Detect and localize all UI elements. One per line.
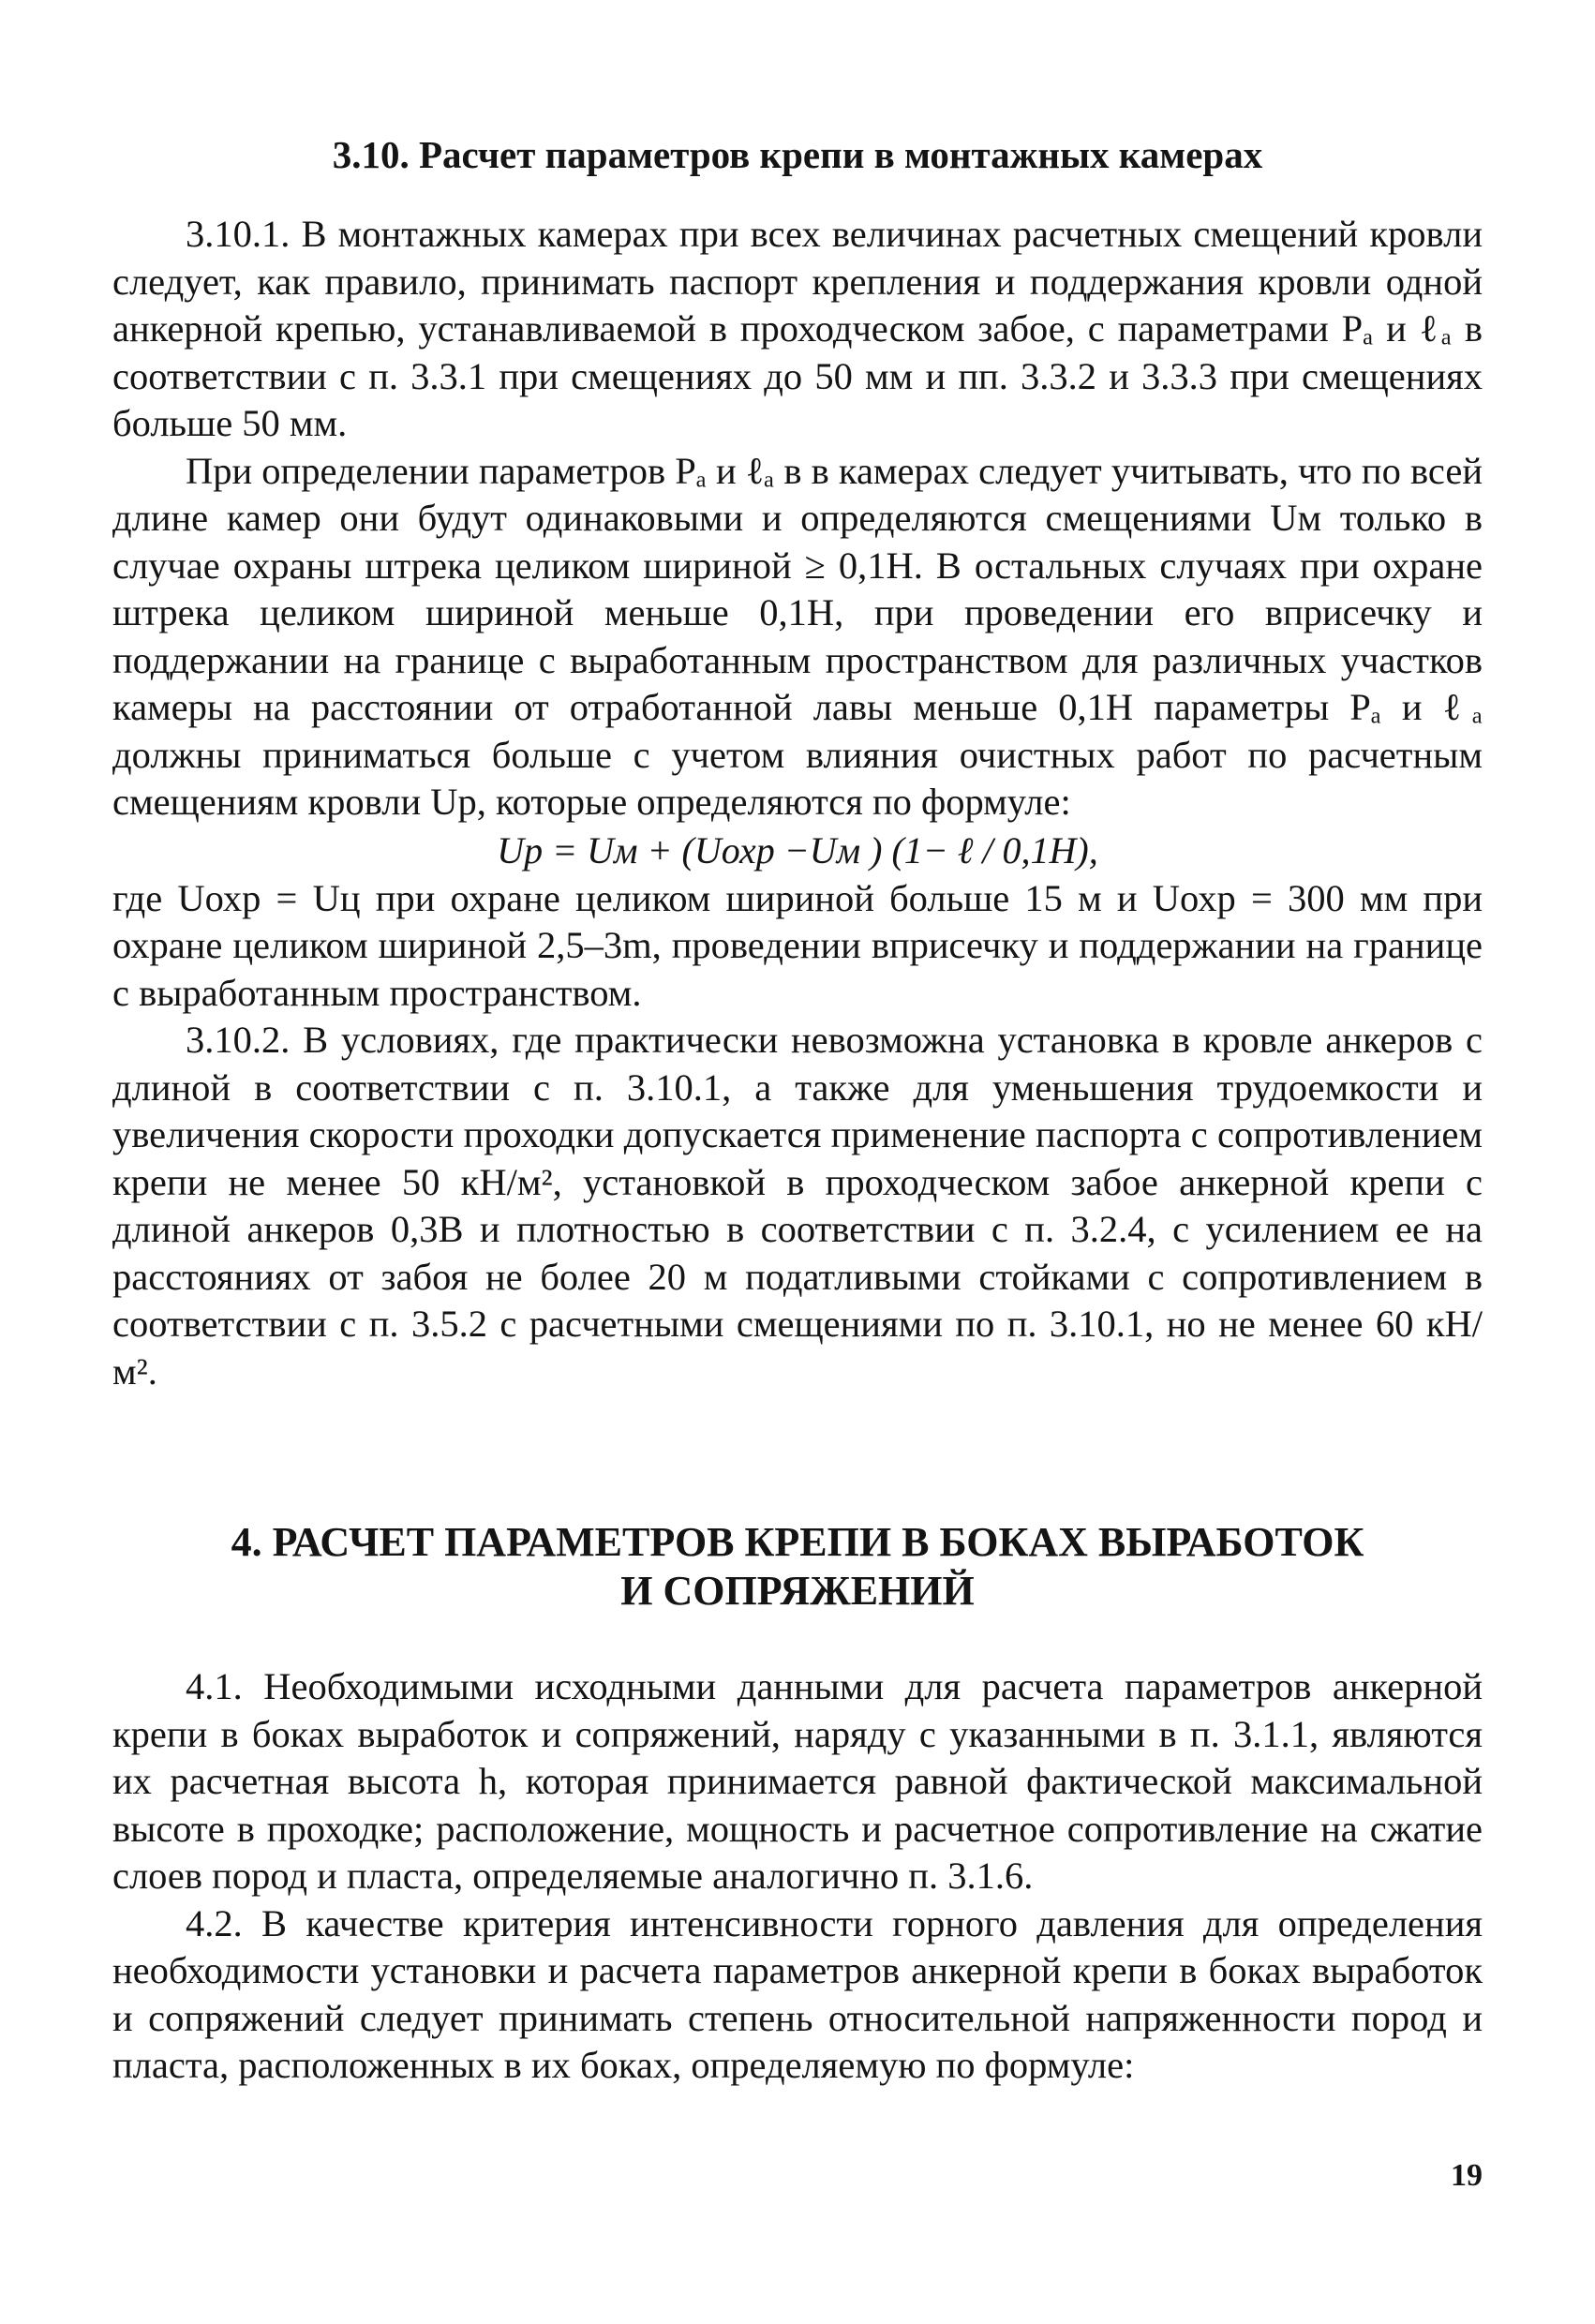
paragraph-4-1: 4.1. Необходимыми исходными данными для расчета параметров анкерной крепи в боках выработок и сопряжений, наряду с указанными в п. 3.1.1, являются их расчетная высота h, которая принимается равной фактической максимальной высоте в проходке; расположение, мощность и расчетное сопротивление на сжатие слоев пород и пласта, определяемые аналогично п. 3.1.6. [112,1665,1483,1897]
paragraph-params-in-chambers: При определении параметров Pₐ и ℓₐ в в камерах следует учитывать, что по всей длине камер они будут одинаковыми и определяются смещениями Uм только в случае охраны штрека целиком шириной ≥ 0,1H. В остальных случаях при охране штрека целиком шириной меньше 0,1H, при проведении его вприсечку и поддержании на границе с выработанным пространством для различных участков камеры на расстоянии от отработанной лавы меньше 0,1H параметры Pₐ и ℓₐ должны приниматься больше с учетом влияния очистных работ по расчетным смещениям кровли Uр, которые определяются по формуле: [112,449,1483,823]
section-body [112,211,1483,1395]
paragraph-4-2: 4.2. В качестве критерия интенсивности горного давления для определения необходимости установки и расчета параметров анкерной крепи в боках выработок и сопряжений следует принимать степень относительной напряженности пород и пласта, расположенных в их боках, определяемую по формуле: [112,1901,1483,2086]
chapter-heading-line-1: 4. РАСЧЕТ ПАРАМЕТРОВ КРЕПИ В БОКАХ ВЫРАБОТОК [231,1519,1364,1565]
section-heading: 3.10. Расчет параметров крепи в монтажных камерах [332,133,1263,176]
chapter-body [112,1663,1483,2090]
paragraph-3-10-2: 3.10.2. В условиях, где практически невозможна установка в кровле анкеров с длиной в соответствии с п. 3.10.1, а также для уменьшения трудоемкости и увеличения скорости проходки допускается применение паспорта с сопротивлением крепи не менее 50 кН/м², установкой в проходческом забое анкерной крепи с длиной анкеров 0,3B и плотностью в соответствии с п. 3.2.4, с усилением ее на расстояниях от забоя не более 20 м податливыми стойками с сопротивлением в соответствии с п. 3.5.2 с расчетными смещениями по п. 3.10.1, но не менее 60 кН/м². [112,1019,1483,1393]
chapter-heading-line-2: И СОПРЯЖЕНИЙ [620,1568,975,1614]
paragraph-where: где Uохр = Uц при охране целиком шириной больше 15 м и Uохр = 300 мм при охране целиком шириной 2,5–3m, проведении вприсечку и поддержании на границе с выработанным пространством. [112,876,1483,1014]
chapter-heading [112,1518,1483,1616]
formula-up: Uр = Uм + (Uохр −Uм ) (1− ℓ / 0,1H), [497,828,1098,872]
paragraph-3-10-1: 3.10.1. В монтажных камерах при всех величинах расчетных смещений кровли следует, как правило, принимать паспорт крепления и поддержания кровли одной анкерной крепью, устанавливаемой в проходческом забое, с параметрами Pₐ и ℓₐ в соответствии с п. 3.3.1 при смещениях до 50 мм и пп. 3.3.2 и 3.3.3 при смещениях больше 50 мм. [112,213,1483,444]
page-number: 19 [1451,2158,1483,2193]
